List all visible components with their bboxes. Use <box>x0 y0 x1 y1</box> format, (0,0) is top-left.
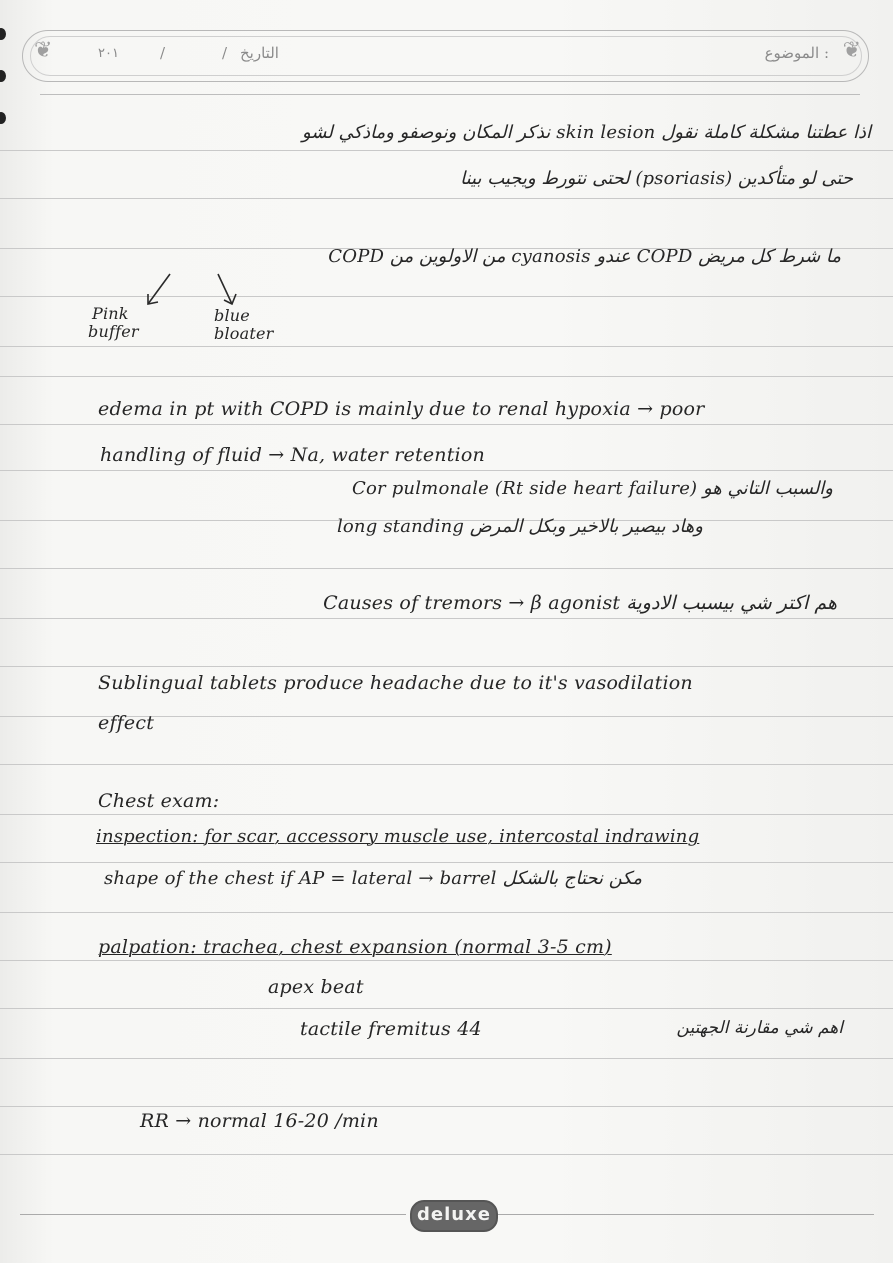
ruled-line <box>0 568 893 569</box>
ruled-line <box>0 814 893 815</box>
note-line: حتى لو متأكدين (psoriasis) لحتى نتورط ويجيب بينا <box>460 168 853 189</box>
ruled-line <box>0 376 893 377</box>
ruled-line <box>0 912 893 913</box>
header-rule <box>40 94 860 95</box>
ruled-line <box>0 1058 893 1059</box>
note-line: handling of fluid → Na, water retention <box>100 444 485 466</box>
ruled-line <box>0 1154 893 1155</box>
footer-rule <box>20 1214 406 1215</box>
note-word: Pink <box>92 304 129 323</box>
ruled-line <box>0 346 893 347</box>
ruled-line <box>0 150 893 151</box>
date-slash: / <box>222 44 228 62</box>
binder-hole <box>0 112 6 124</box>
header-frame-inner <box>30 36 862 76</box>
subject-label: الموضوع : <box>764 44 829 62</box>
note-line: apex beat <box>268 976 364 998</box>
note-line <box>98 936 612 958</box>
ruled-line <box>0 960 893 961</box>
note-line: ما شرط كل مريض COPD عندو cyanosis من الاولوين من COPD <box>328 246 841 267</box>
note-line: edema in pt with COPD is mainly due to renal hypoxia → poor <box>98 398 705 420</box>
inspection-heading: inspection: for scar, accessory muscle use, intercostal indrawing <box>96 826 700 847</box>
note-line: RR → normal 16-20 /min <box>140 1110 379 1132</box>
note-word: bloater <box>214 324 274 343</box>
ornament-icon: ❦ <box>842 38 861 63</box>
ruled-line <box>0 618 893 619</box>
ruled-line <box>0 470 893 471</box>
note-line: اهم شي مقارنة الجهتين <box>676 1018 843 1038</box>
ruled-line <box>0 666 893 667</box>
ruled-line <box>0 424 893 425</box>
ruled-line <box>0 764 893 765</box>
date-year: ٢٠١ <box>98 46 119 61</box>
note-line: effect <box>98 712 155 734</box>
arrow-icon <box>140 270 250 310</box>
brand-logo: deluxe <box>410 1200 498 1232</box>
note-line: shape of the chest if AP = lateral → barrel مكن نحتاج بالشكل <box>104 868 643 889</box>
palpation-heading: palpation: trachea, chest expansion (normal 3-5 cm) <box>98 936 612 958</box>
date-label: التاريخ <box>240 44 279 62</box>
note-line: اذا عطتنا مشكلة كاملة نقول skin lesion نذكر المكان ونوصفو وماذكي لشو <box>301 122 871 143</box>
note-line: وهاد بيصير بالاخير وبكل المرض long standing <box>336 516 703 537</box>
footer-rule <box>498 1214 874 1215</box>
ruled-line <box>0 862 893 863</box>
binder-hole <box>0 70 6 82</box>
note-line: Sublingual tablets produce headache due to it's vasodilation <box>98 672 693 694</box>
note-line: tactile fremitus 44 <box>300 1018 482 1040</box>
ruled-line <box>0 296 893 297</box>
note-line <box>96 826 699 847</box>
ornament-icon: ❦ <box>34 38 53 63</box>
note-word: blue <box>214 306 250 325</box>
ruled-line <box>0 198 893 199</box>
note-line: والسبب التاني هو Cor pulmonale (Rt side heart failure) <box>351 478 833 499</box>
date-slash: / <box>160 44 166 62</box>
binder-hole <box>0 28 6 40</box>
note-word: buffer <box>88 322 139 341</box>
note-line: Chest exam: <box>98 790 220 812</box>
ruled-line <box>0 1008 893 1009</box>
note-line: هم اكتر شي بيسبب الادوية Causes of tremors → β agonist <box>323 592 837 614</box>
ruled-line <box>0 1106 893 1107</box>
